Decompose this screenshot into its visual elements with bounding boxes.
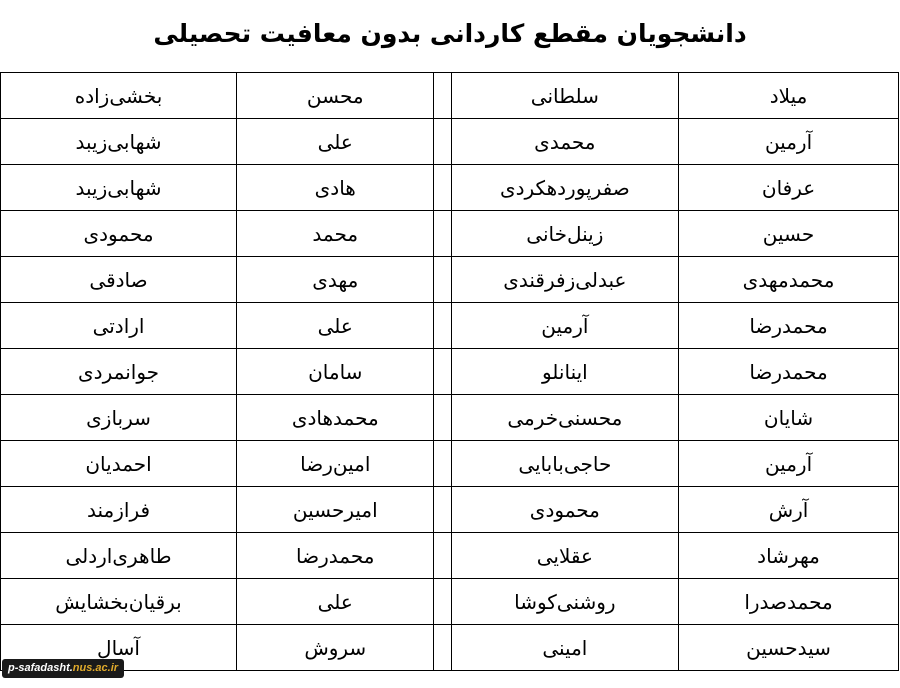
table-row bbox=[1, 579, 899, 625]
watermark-prefix: p-safadasht. bbox=[8, 662, 73, 674]
first-name-cell: هادی bbox=[237, 165, 434, 211]
column-gap-cell bbox=[434, 119, 451, 165]
table-row bbox=[1, 625, 899, 671]
first-name-cell: سامان bbox=[237, 349, 434, 395]
last-name-cell: امینی bbox=[451, 625, 678, 671]
first-name-cell: شایان bbox=[679, 395, 899, 441]
first-name-cell: محمدرضا bbox=[679, 349, 899, 395]
last-name-cell: محمودی bbox=[451, 487, 678, 533]
last-name-cell: اینانلو bbox=[451, 349, 678, 395]
first-name-cell: محسن bbox=[237, 73, 434, 119]
column-gap-cell bbox=[434, 625, 451, 671]
table-row bbox=[1, 533, 899, 579]
table-row bbox=[1, 395, 899, 441]
last-name-cell: طاهری‌اردلی bbox=[1, 533, 237, 579]
last-name-cell: برقیان‌بخشایش bbox=[1, 579, 237, 625]
last-name-cell: محسنی‌خرمی bbox=[451, 395, 678, 441]
first-name-cell: میلاد bbox=[679, 73, 899, 119]
table-row bbox=[1, 165, 899, 211]
first-name-cell: محمدرضا bbox=[679, 303, 899, 349]
last-name-cell: صادقی bbox=[1, 257, 237, 303]
last-name-cell: آسال bbox=[1, 625, 237, 671]
column-gap-cell bbox=[434, 487, 451, 533]
column-gap-cell bbox=[434, 533, 451, 579]
students-table-body bbox=[1, 73, 899, 671]
column-gap-cell bbox=[434, 303, 451, 349]
column-gap-cell bbox=[434, 395, 451, 441]
first-name-cell: آرش bbox=[679, 487, 899, 533]
column-gap-cell bbox=[434, 349, 451, 395]
first-name-cell: محمدهادی bbox=[237, 395, 434, 441]
column-gap-cell bbox=[434, 441, 451, 487]
first-name-cell: محمدرضا bbox=[237, 533, 434, 579]
last-name-cell: شهابی‌زیبد bbox=[1, 119, 237, 165]
last-name-cell: زینل‌خانی bbox=[451, 211, 678, 257]
table-row bbox=[1, 441, 899, 487]
site-watermark bbox=[2, 659, 124, 678]
first-name-cell: آرمین bbox=[679, 119, 899, 165]
last-name-cell: سلطانی bbox=[451, 73, 678, 119]
first-name-cell: امیرحسین bbox=[237, 487, 434, 533]
first-name-cell: محمدصدرا bbox=[679, 579, 899, 625]
table-row bbox=[1, 73, 899, 119]
last-name-cell: روشنی‌کوشا bbox=[451, 579, 678, 625]
table-row bbox=[1, 349, 899, 395]
first-name-cell: حسین bbox=[679, 211, 899, 257]
first-name-cell: محمد bbox=[237, 211, 434, 257]
students-table bbox=[0, 72, 899, 671]
table-row bbox=[1, 119, 899, 165]
table-row bbox=[1, 257, 899, 303]
column-gap-cell bbox=[434, 211, 451, 257]
page-title: دانشجویان مقطع کاردانی بدون معافیت تحصیلی bbox=[153, 19, 747, 48]
first-name-cell: امین‌رضا bbox=[237, 441, 434, 487]
last-name-cell: صفرپوردهکردی bbox=[451, 165, 678, 211]
first-name-cell: سروش bbox=[237, 625, 434, 671]
first-name-cell: علی bbox=[237, 303, 434, 349]
last-name-cell: عبدلی‌زفرقندی bbox=[451, 257, 678, 303]
column-gap-cell bbox=[434, 73, 451, 119]
last-name-cell: فرازمند bbox=[1, 487, 237, 533]
last-name-cell: سربازی bbox=[1, 395, 237, 441]
first-name-cell: مهرشاد bbox=[679, 533, 899, 579]
column-gap-cell bbox=[434, 257, 451, 303]
first-name-cell: سیدحسین bbox=[679, 625, 899, 671]
table-row bbox=[1, 487, 899, 533]
last-name-cell: حاجی‌بابایی bbox=[451, 441, 678, 487]
first-name-cell: علی bbox=[237, 579, 434, 625]
first-name-cell: محمدمهدی bbox=[679, 257, 899, 303]
first-name-cell: مهدی bbox=[237, 257, 434, 303]
table-row bbox=[1, 303, 899, 349]
table-row bbox=[1, 211, 899, 257]
first-name-cell: علی bbox=[237, 119, 434, 165]
last-name-cell: بخشی‌زاده bbox=[1, 73, 237, 119]
column-gap-cell bbox=[434, 579, 451, 625]
column-gap-cell bbox=[434, 165, 451, 211]
first-name-cell: عرفان bbox=[679, 165, 899, 211]
first-name-cell: آرمین bbox=[679, 441, 899, 487]
last-name-cell: محمودی bbox=[1, 211, 237, 257]
last-name-cell: محمدی bbox=[451, 119, 678, 165]
last-name-cell: احمدیان bbox=[1, 441, 237, 487]
last-name-cell: آرمین bbox=[451, 303, 678, 349]
watermark-domain: nus.ac.ir bbox=[72, 662, 119, 674]
last-name-cell: ارادتی bbox=[1, 303, 237, 349]
last-name-cell: شهابی‌زیبد bbox=[1, 165, 237, 211]
last-name-cell: جوانمردی bbox=[1, 349, 237, 395]
last-name-cell: عقلایی bbox=[451, 533, 678, 579]
